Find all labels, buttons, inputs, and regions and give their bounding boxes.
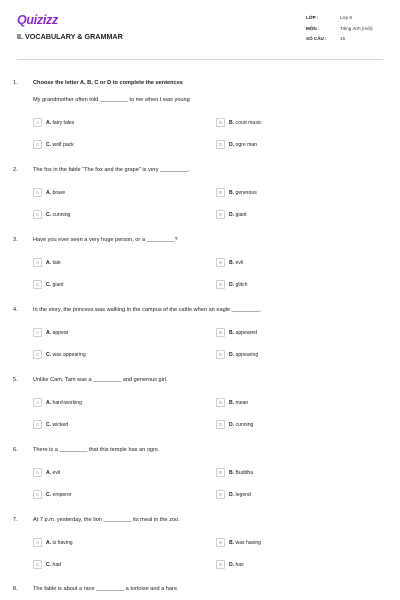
option-box: C <box>33 490 42 499</box>
option-text: Buddha <box>235 469 254 476</box>
option-letter: B. <box>229 399 235 406</box>
option-text: glitch <box>235 281 248 288</box>
option-c[interactable] <box>33 350 86 359</box>
question-number: 5. <box>13 377 18 383</box>
question-text: In the story, the princess was walking in the campus of the cattle when an eagle _________. <box>33 307 262 313</box>
option-c[interactable] <box>33 420 68 429</box>
question-number: 8. <box>13 586 18 592</box>
option-box: D <box>216 490 225 499</box>
option-box: B <box>216 258 225 267</box>
option-c[interactable] <box>33 280 64 289</box>
meta-row-class <box>306 15 373 26</box>
meta-row-subject <box>306 26 373 37</box>
option-a[interactable] <box>33 398 82 407</box>
option-letter: C. <box>46 561 52 568</box>
option-box: D <box>216 350 225 359</box>
option-letter: B. <box>229 469 235 476</box>
meta-key: LỚP : <box>306 15 319 20</box>
option-box: A <box>33 468 42 477</box>
option-text: had <box>52 561 62 568</box>
question-text: My grandmother often told _________ to me when I was young <box>33 97 190 103</box>
option-box: B <box>216 468 225 477</box>
option-text: giant <box>235 211 247 218</box>
question-number: 1. <box>13 80 18 86</box>
option-text: emperor <box>52 491 72 498</box>
question-text: Have you ever seen a very huge person, or a _________? <box>33 237 178 243</box>
option-box: A <box>33 398 42 407</box>
meta-info <box>306 15 373 47</box>
question-text: At 7 p.m. yesterday, the lion _________ its meal in the zoo. <box>33 517 180 523</box>
option-text: wicked <box>52 421 69 428</box>
option-letter: A. <box>46 469 52 476</box>
option-d[interactable] <box>216 560 244 569</box>
option-box: B <box>216 328 225 337</box>
option-box: B <box>216 188 225 197</box>
question-text: The fox in the fable "The fox and the grape" is very _________. <box>33 167 190 173</box>
option-c[interactable] <box>33 560 61 569</box>
option-box: C <box>33 420 42 429</box>
question-text: There is a _________ that this temple has an ogre. <box>33 447 160 453</box>
option-b[interactable] <box>216 398 248 407</box>
option-text: appearing <box>235 351 259 358</box>
option-letter: A. <box>46 259 52 266</box>
option-letter: D. <box>229 281 235 288</box>
option-text: is having <box>52 539 73 546</box>
option-d[interactable] <box>216 140 257 149</box>
option-letter: D. <box>229 421 235 428</box>
option-letter: B. <box>229 259 235 266</box>
option-box: D <box>216 420 225 429</box>
meta-value: Lớp 8 <box>340 15 352 20</box>
option-letter: C. <box>46 421 52 428</box>
meta-key: MÔN : <box>306 25 320 31</box>
option-box: A <box>33 328 42 337</box>
option-text: wolf pack <box>52 141 74 148</box>
option-d[interactable] <box>216 350 258 359</box>
option-box: D <box>216 280 225 289</box>
option-letter: B. <box>229 119 235 126</box>
option-letter: B. <box>229 189 235 196</box>
option-text: was appearing <box>52 351 86 358</box>
option-a[interactable] <box>33 538 73 547</box>
option-text: court music <box>235 119 262 126</box>
option-a[interactable] <box>33 188 65 197</box>
option-box: D <box>216 140 225 149</box>
option-b[interactable] <box>216 188 257 197</box>
option-box: C <box>33 350 42 359</box>
meta-value: 15 <box>340 36 346 41</box>
option-d[interactable] <box>216 280 247 289</box>
option-a[interactable] <box>33 468 60 477</box>
option-text: cunning <box>52 211 71 218</box>
question-number: 6. <box>13 447 18 453</box>
option-box: C <box>33 210 42 219</box>
option-box: D <box>216 210 225 219</box>
option-text: generous <box>235 189 257 196</box>
option-b[interactable] <box>216 118 262 127</box>
meta-value: Tiếng Anh (mới) <box>340 25 373 31</box>
option-text: has <box>235 561 244 568</box>
option-text: giant <box>52 281 64 288</box>
option-text: evil <box>52 469 61 476</box>
option-box: A <box>33 118 42 127</box>
option-letter: B. <box>229 329 235 336</box>
option-text: brave <box>52 189 66 196</box>
option-text: cunning <box>235 421 254 428</box>
option-text: hard-working <box>52 399 82 406</box>
option-text: evil <box>235 259 244 266</box>
header-divider <box>17 59 383 60</box>
option-text: mean <box>235 399 249 406</box>
section-title: II. VOCABULARY & GRAMMAR <box>17 32 123 41</box>
option-d[interactable] <box>216 490 251 499</box>
option-letter: D. <box>229 141 235 148</box>
question-text: The fable is about a race _________ a tortoise and a hare. <box>33 586 179 592</box>
option-box: C <box>33 140 42 149</box>
option-c[interactable] <box>33 140 74 149</box>
quizizz-logo: Quizizz <box>17 13 58 27</box>
option-letter: B. <box>229 539 235 546</box>
option-box: B <box>216 118 225 127</box>
option-box: C <box>33 560 42 569</box>
option-d[interactable] <box>216 420 253 429</box>
option-d[interactable] <box>216 210 247 219</box>
option-letter: D. <box>229 211 235 218</box>
option-box: A <box>33 188 42 197</box>
question-instruction: Choose the letter A, B, C or D to complete the sentences <box>33 80 183 86</box>
option-b[interactable] <box>216 258 243 267</box>
option-letter: A. <box>46 539 52 546</box>
option-letter: D. <box>229 491 235 498</box>
question-text: Unlike Cam, Tam was a _________ and generous girl. <box>33 377 168 383</box>
option-text: appear <box>52 329 69 336</box>
meta-row-count <box>306 36 373 47</box>
option-letter: C. <box>46 491 52 498</box>
option-letter: A. <box>46 399 52 406</box>
option-b[interactable] <box>216 538 261 547</box>
option-a[interactable] <box>33 118 74 127</box>
option-letter: D. <box>229 351 235 358</box>
option-letter: A. <box>46 189 52 196</box>
question-number: 2. <box>13 167 18 173</box>
option-letter: A. <box>46 329 52 336</box>
option-box: B <box>216 538 225 547</box>
option-text: tale <box>52 259 61 266</box>
option-box: A <box>33 258 42 267</box>
option-box: D <box>216 560 225 569</box>
question-number: 7. <box>13 517 18 523</box>
option-box: C <box>33 280 42 289</box>
option-text: was having <box>235 539 261 546</box>
option-letter: A. <box>46 119 52 126</box>
option-text: appeared <box>235 329 258 336</box>
option-letter: C. <box>46 141 52 148</box>
option-text: fairy tales <box>52 119 75 126</box>
option-a[interactable] <box>33 328 68 337</box>
option-c[interactable] <box>33 210 70 219</box>
option-c[interactable] <box>33 490 71 499</box>
question-number: 4. <box>13 307 18 313</box>
question-number: 3. <box>13 237 18 243</box>
option-b[interactable] <box>216 328 257 337</box>
option-box: A <box>33 538 42 547</box>
option-box: B <box>216 398 225 407</box>
option-text: legend <box>235 491 251 498</box>
option-letter: C. <box>46 281 52 288</box>
option-letter: D. <box>229 561 235 568</box>
option-text: ogre man <box>235 141 258 148</box>
option-letter: C. <box>46 351 52 358</box>
option-letter: C. <box>46 211 52 218</box>
option-a[interactable] <box>33 258 61 267</box>
option-b[interactable] <box>216 468 253 477</box>
meta-key: SỐ CÂU : <box>306 36 327 41</box>
